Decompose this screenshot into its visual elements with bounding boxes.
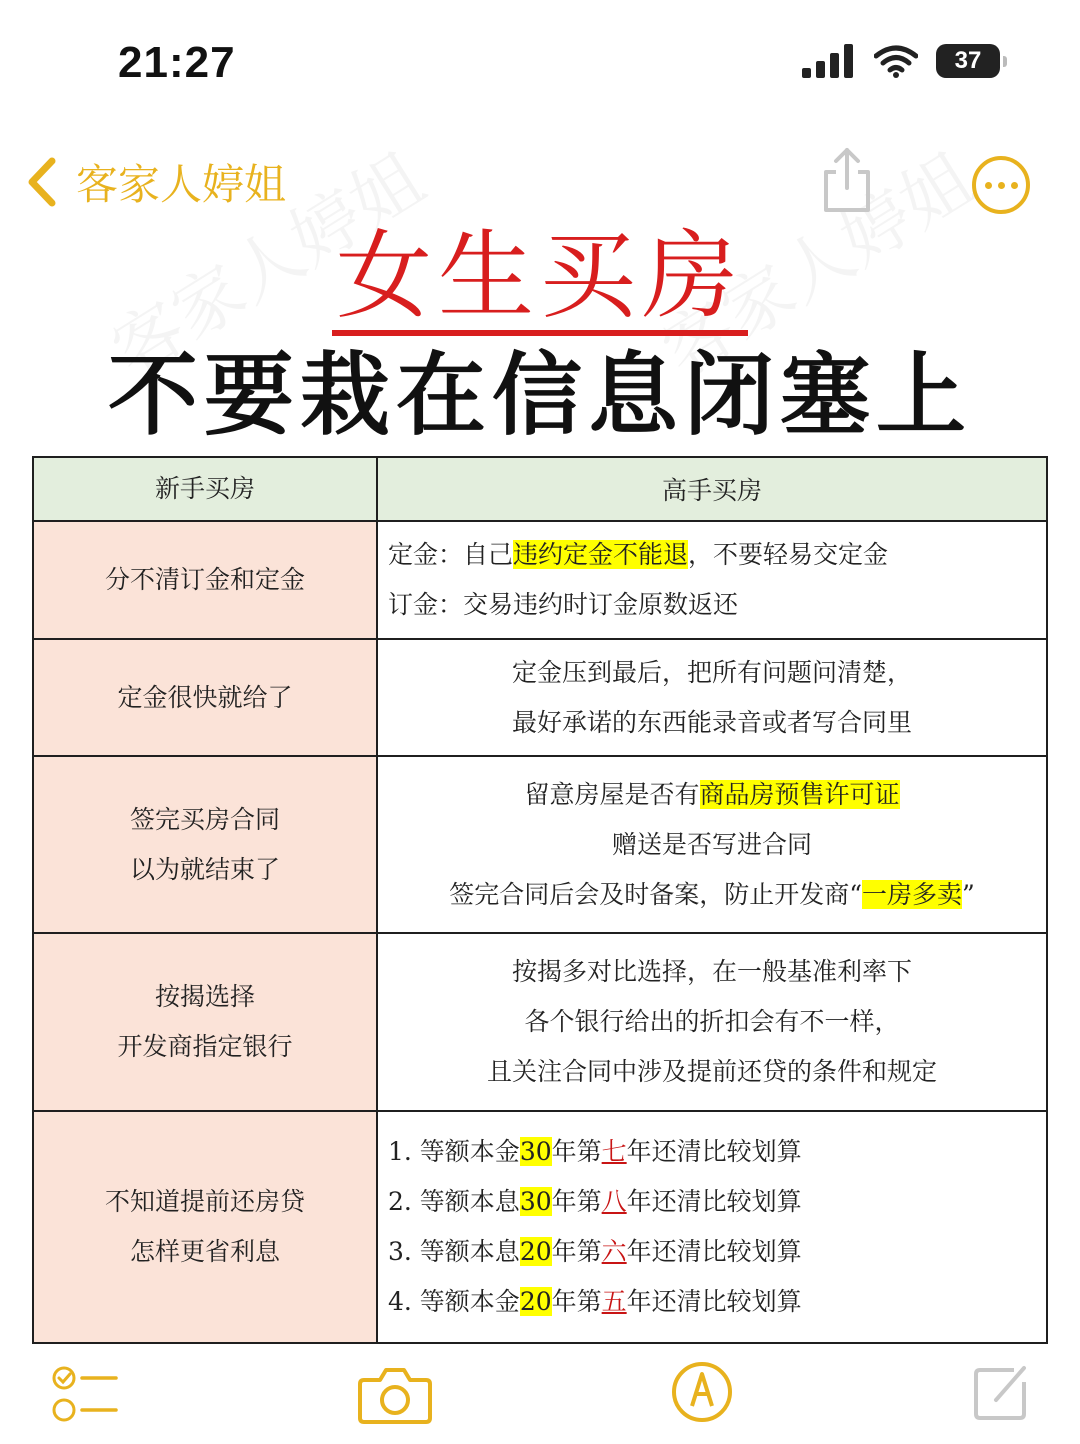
status-icons	[802, 44, 1000, 78]
cell-line	[388, 1127, 1045, 1177]
back-button[interactable]	[22, 152, 286, 212]
cell-line: 怎样更省利息	[129, 1237, 280, 1266]
cell-line: 定金很快就给了	[117, 682, 293, 712]
cell-line: 按揭选择	[154, 982, 255, 1011]
wifi-icon	[874, 44, 918, 78]
emphasis-text: 五	[601, 1287, 627, 1316]
table-row	[33, 521, 1047, 639]
more-icon[interactable]	[972, 156, 1030, 214]
highlight-text: 20	[519, 1287, 552, 1316]
bottom-toolbar	[0, 1354, 1080, 1444]
cell-line	[388, 1277, 1045, 1327]
text-part: ，不要轻易交定金	[688, 540, 889, 569]
cell-line: 开发商指定银行	[117, 1032, 293, 1061]
cell-line: 签完买房合同	[129, 804, 280, 834]
highlight-text: 20	[519, 1237, 552, 1266]
back-label: 客家人婷姐	[76, 160, 287, 209]
beginner-cell	[33, 521, 377, 639]
emphasis-text: 六	[601, 1237, 627, 1266]
expert-cell	[377, 521, 1047, 639]
cell-line	[388, 1227, 1045, 1277]
header-beginner: 新手买房	[33, 457, 377, 521]
emphasis-text: 七	[601, 1137, 627, 1166]
title-line2: 不要栽在信息闭塞上	[108, 342, 972, 448]
cell-line: 且关注合同中涉及提前还贷的条件和规定	[486, 1057, 937, 1086]
expert-cell	[377, 756, 1047, 933]
text-part: 签完合同后会及时备案，防止开发商“	[449, 879, 862, 909]
cell-line: 以为就结束了	[129, 854, 280, 884]
text-part: 年还清比较划算	[626, 1187, 802, 1216]
text-part: 年第	[551, 1137, 602, 1166]
cell-line	[379, 770, 1045, 820]
status-bar	[0, 0, 1080, 120]
cell-line	[388, 530, 1045, 580]
expert-cell	[377, 933, 1047, 1111]
camera-icon[interactable]	[358, 1366, 432, 1424]
cell-line	[379, 870, 1045, 920]
status-time: 21:27	[118, 38, 236, 87]
text-part: 年第	[551, 1287, 602, 1316]
text-part: 年还清比较划算	[626, 1287, 802, 1316]
text-part: ”	[962, 879, 975, 909]
header-expert: 高手买房	[377, 457, 1047, 521]
title-line1: 女生买房	[332, 222, 748, 336]
text-part: 年第	[551, 1237, 602, 1266]
emphasis-text: 八	[601, 1187, 627, 1216]
text-part: 年还清比较划算	[626, 1137, 802, 1166]
battery-indicator	[936, 44, 1000, 78]
comparison-table	[32, 456, 1048, 1344]
cellular-signal-icon	[802, 44, 856, 78]
beginner-cell	[33, 639, 377, 756]
text-part: 4. 等额本金	[388, 1287, 520, 1316]
text-part: 年还清比较划算	[626, 1237, 802, 1266]
cell-line: 最好承诺的东西能录音或者写合同里	[511, 707, 912, 737]
table-row	[33, 639, 1047, 756]
expert-cell	[377, 639, 1047, 756]
highlight-text: 30	[519, 1137, 552, 1166]
cell-line: 按揭多对比选择，在一般基准利率下	[511, 957, 912, 986]
share-icon[interactable]	[818, 146, 876, 214]
cell-line: 订金：交易违约时订金原数返还	[388, 590, 739, 619]
highlight-text: 商品房预售许可证	[699, 779, 900, 809]
table-row	[33, 1111, 1047, 1343]
beginner-cell	[33, 1111, 377, 1343]
cell-line: 不知道提前还房贷	[104, 1187, 305, 1216]
markup-pen-icon[interactable]	[670, 1360, 734, 1424]
back-chevron-icon	[22, 157, 62, 207]
text-part: 3. 等额本息	[388, 1237, 520, 1266]
checklist-icon[interactable]	[50, 1364, 120, 1424]
text-part: 留意房屋是否有	[524, 779, 700, 809]
cell-line: 分不清订金和定金	[104, 565, 305, 594]
cell-line: 各个银行给出的折扣会有不一样，	[524, 1007, 900, 1036]
beginner-cell	[33, 756, 377, 933]
highlight-text: 违约定金不能退	[513, 540, 689, 569]
text-part: 年第	[551, 1187, 602, 1216]
cell-line	[388, 1177, 1045, 1227]
highlight-text: 一房多卖	[862, 879, 963, 909]
text-part: 2. 等额本息	[388, 1187, 520, 1216]
text-part: 1. 等额本金	[388, 1137, 520, 1166]
cell-line: 定金压到最后，把所有问题问清楚，	[511, 657, 912, 687]
table-header-row	[33, 457, 1047, 521]
highlight-text: 30	[519, 1187, 552, 1216]
compose-icon[interactable]	[970, 1362, 1032, 1424]
expert-cell	[377, 1111, 1047, 1343]
title-line1-wrap	[0, 222, 1080, 336]
cell-line: 赠送是否写进合同	[611, 829, 812, 859]
beginner-cell	[33, 933, 377, 1111]
table-row	[33, 933, 1047, 1111]
table-row	[33, 756, 1047, 933]
text-part: 定金：自己	[388, 540, 514, 569]
battery-level: 37	[954, 47, 982, 74]
